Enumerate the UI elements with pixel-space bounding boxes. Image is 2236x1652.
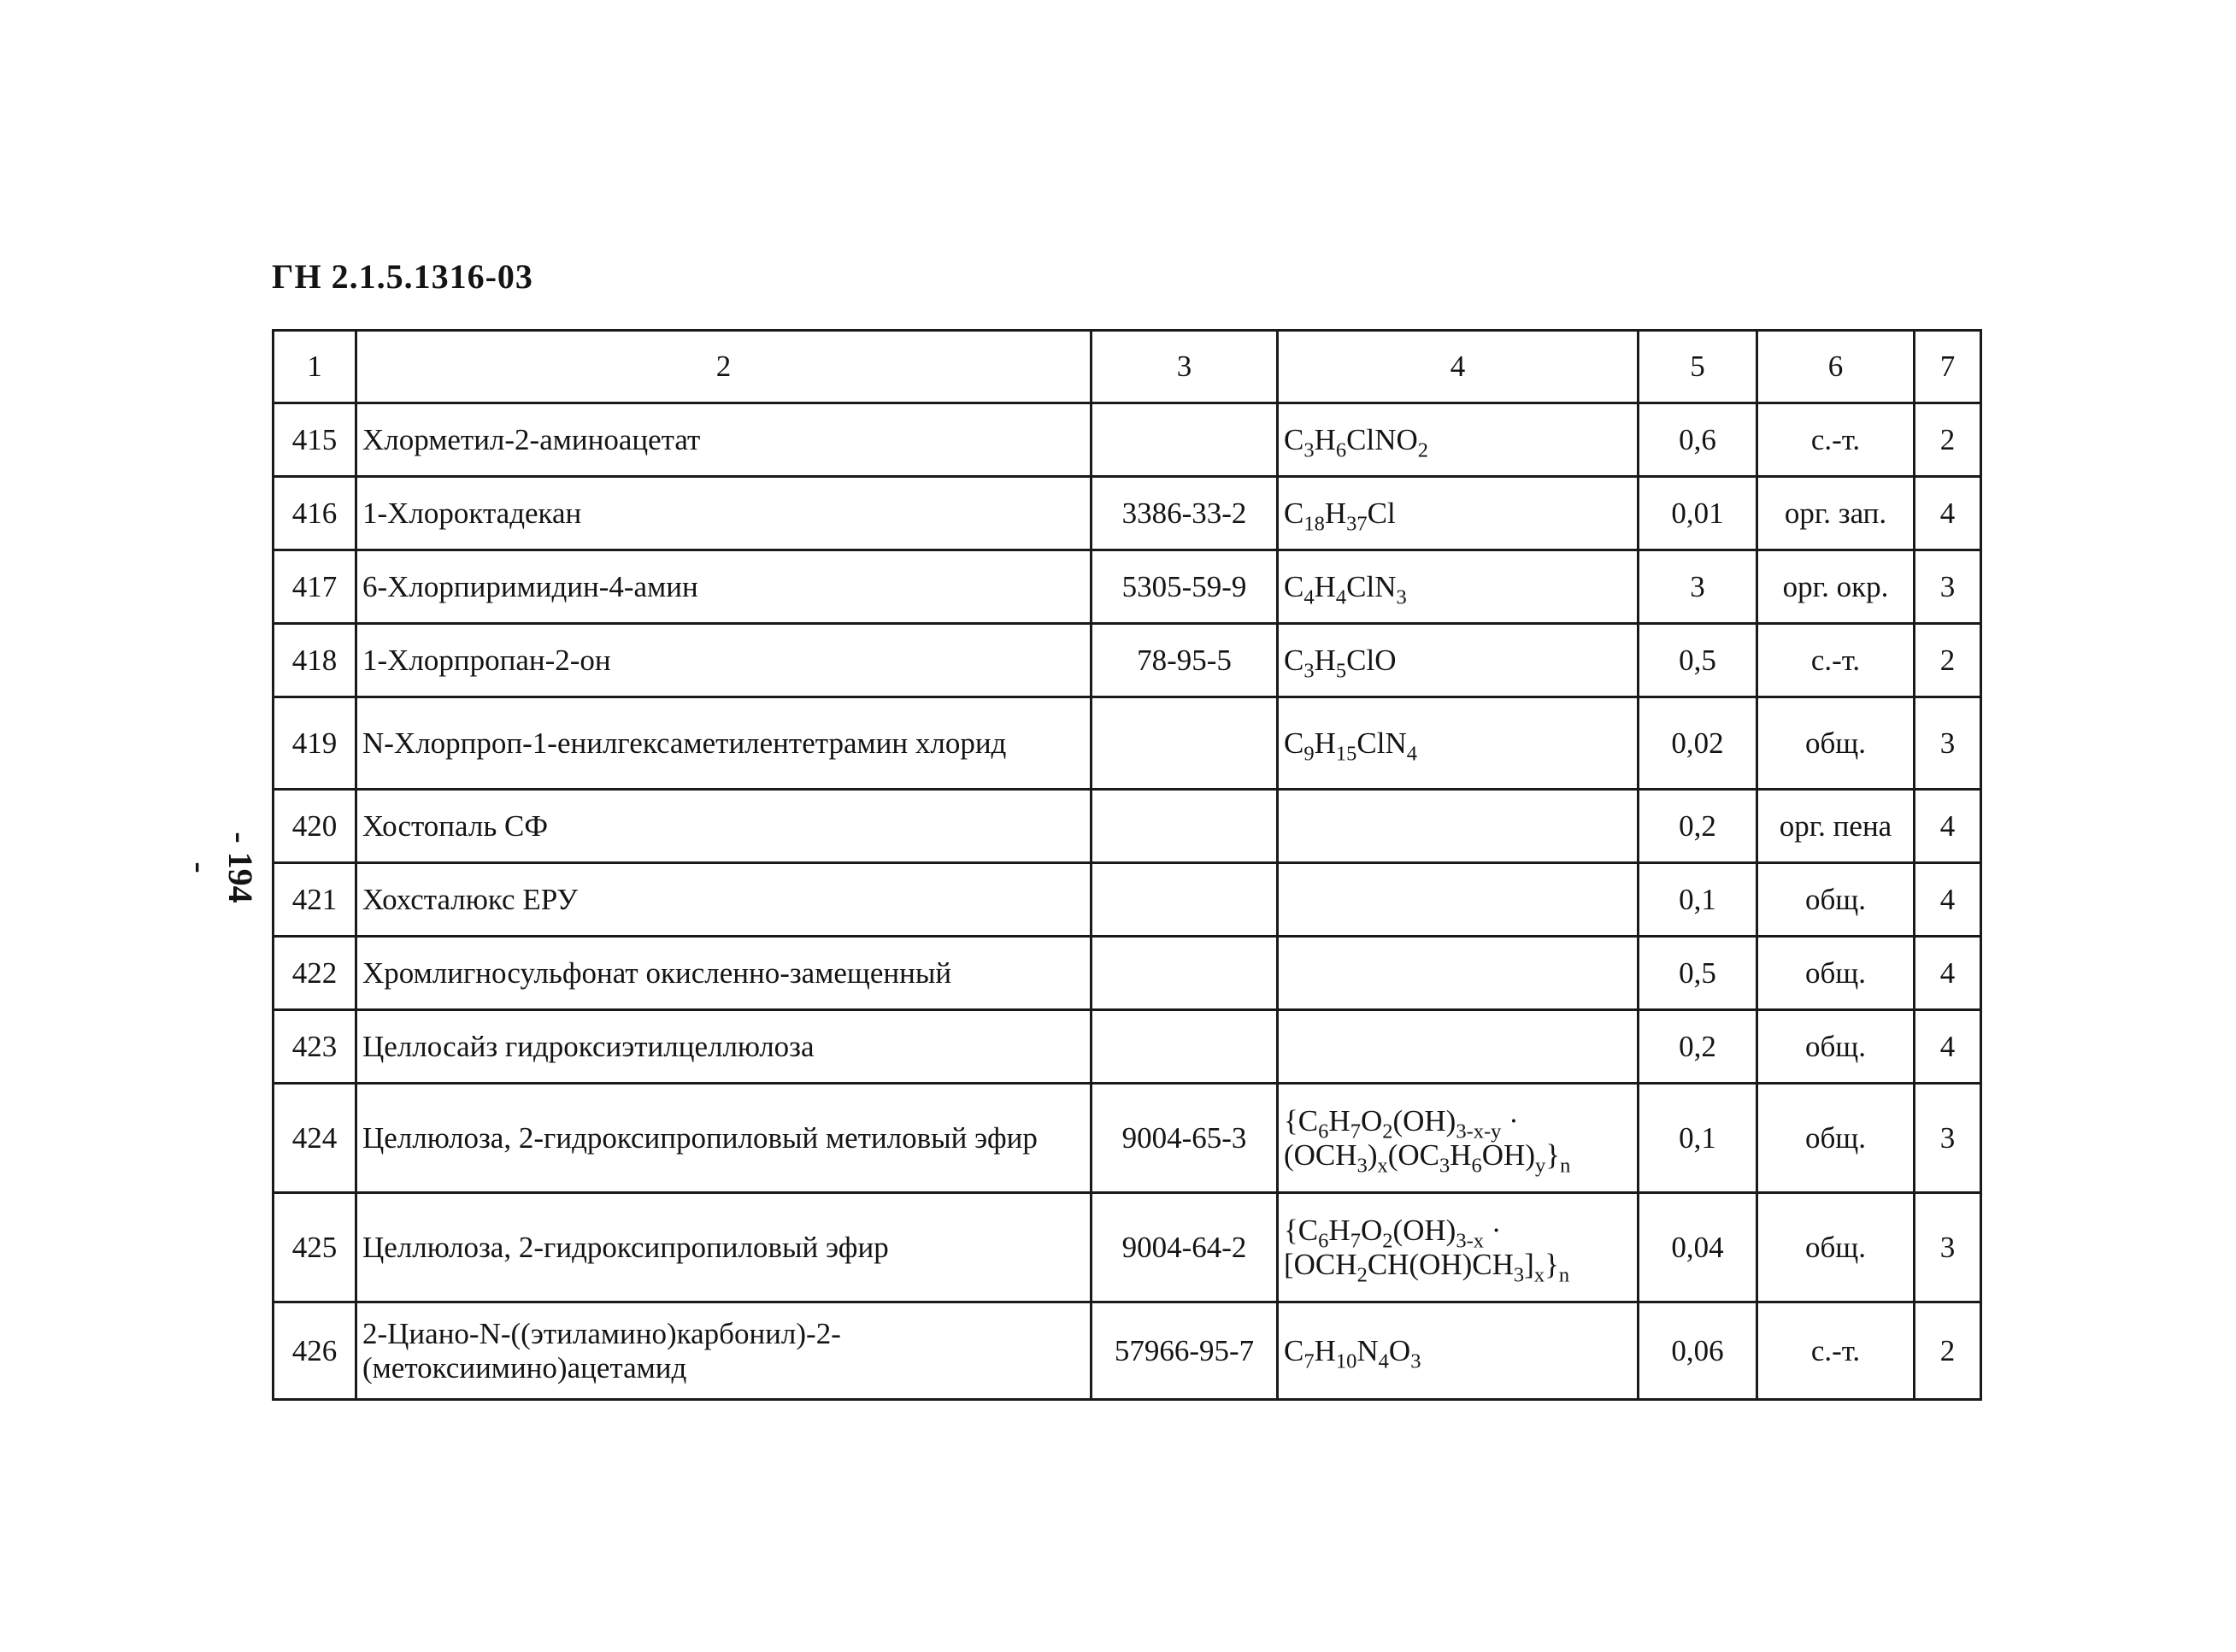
hazard-class: 2 <box>1915 624 1981 697</box>
limiting-sign: с.-т. <box>1757 1302 1915 1400</box>
chemical-formula: {$C_6H_7O_2(OH)_{3-x-y}$ · $(OCH_3)_x(OC_3H_6OH)_y\}_n$ <box>1278 1084 1639 1193</box>
column-header: 2 <box>356 331 1092 403</box>
hazard-class: 4 <box>1915 1010 1981 1084</box>
substance-name: Целлюлоза, 2-гидроксипропиловый метиловый эфир <box>356 1084 1092 1193</box>
chemical-formula: {$C_6H_7O_2(OH)_{3-x}$ · $[OCH_2CH(OH)CH_3]_x\}_n$ <box>1278 1193 1639 1302</box>
limiting-sign: общ. <box>1757 1084 1915 1193</box>
norm-value: 0,06 <box>1639 1302 1757 1400</box>
row-number: 419 <box>274 697 356 790</box>
chemical-formula: $C_{18}H_{37}Cl$ <box>1278 477 1639 550</box>
table-row <box>274 1302 1981 1400</box>
hazard-class: 3 <box>1915 1084 1981 1193</box>
table-row <box>274 790 1981 863</box>
norm-value: 0,02 <box>1639 697 1757 790</box>
substance-name: Хромлигносульфонат окисленно-замещенный <box>356 937 1092 1010</box>
table-row <box>274 863 1981 937</box>
cas-number <box>1092 863 1278 937</box>
document-header: ГН 2.1.5.1316-03 <box>272 257 533 296</box>
norm-value: 0,01 <box>1639 477 1757 550</box>
table-header-row <box>274 331 1981 403</box>
substance-name: Хохсталюкс ЕРУ <box>356 863 1092 937</box>
substance-name: Хостопаль СФ <box>356 790 1092 863</box>
table-row <box>274 403 1981 477</box>
cas-number: 9004-64-2 <box>1092 1193 1278 1302</box>
norm-value: 0,2 <box>1639 1010 1757 1084</box>
limiting-sign: орг. окр. <box>1757 550 1915 624</box>
table-row <box>274 1193 1981 1302</box>
limiting-sign: общ. <box>1757 697 1915 790</box>
limiting-sign: общ. <box>1757 1193 1915 1302</box>
limiting-sign: общ. <box>1757 937 1915 1010</box>
hazard-class: 4 <box>1915 937 1981 1010</box>
chemical-formula <box>1278 937 1639 1010</box>
substance-name: Целлосайз гидроксиэтилцеллюлоза <box>356 1010 1092 1084</box>
row-number: 425 <box>274 1193 356 1302</box>
hazard-class: 3 <box>1915 697 1981 790</box>
substance-name: 2-Циано-N-((этиламино)карбонил)-2-(метоксиимино)ацетамид <box>356 1302 1092 1400</box>
norm-value: 0,1 <box>1639 1084 1757 1193</box>
norm-value: 0,5 <box>1639 624 1757 697</box>
row-number: 415 <box>274 403 356 477</box>
norm-value: 0,2 <box>1639 790 1757 863</box>
chemical-formula <box>1278 863 1639 937</box>
row-number: 416 <box>274 477 356 550</box>
hazard-class: 3 <box>1915 550 1981 624</box>
norm-value: 3 <box>1639 550 1757 624</box>
cas-number <box>1092 1010 1278 1084</box>
chemical-formula: $C_9H_{15}ClN_4$ <box>1278 697 1639 790</box>
row-number: 426 <box>274 1302 356 1400</box>
cas-number: 9004-65-3 <box>1092 1084 1278 1193</box>
cas-number: 5305-59-9 <box>1092 550 1278 624</box>
table-row <box>274 1084 1981 1193</box>
table-row <box>274 550 1981 624</box>
column-header: 6 <box>1757 331 1915 403</box>
hazard-class: 2 <box>1915 403 1981 477</box>
substance-name: 1-Хлороктадекан <box>356 477 1092 550</box>
column-header: 4 <box>1278 331 1639 403</box>
limiting-sign: орг. зап. <box>1757 477 1915 550</box>
norm-value: 0,6 <box>1639 403 1757 477</box>
limiting-sign: общ. <box>1757 863 1915 937</box>
substance-name: Хлорметил-2-аминоацетат <box>356 403 1092 477</box>
chemical-formula <box>1278 1010 1639 1084</box>
limiting-sign: с.-т. <box>1757 403 1915 477</box>
column-header: 5 <box>1639 331 1757 403</box>
norm-value: 0,1 <box>1639 863 1757 937</box>
table-row <box>274 697 1981 790</box>
cas-number <box>1092 790 1278 863</box>
row-number: 424 <box>274 1084 356 1193</box>
hazard-class: 3 <box>1915 1193 1981 1302</box>
limiting-sign: общ. <box>1757 1010 1915 1084</box>
substance-name: Целлюлоза, 2-гидроксипропиловый эфир <box>356 1193 1092 1302</box>
column-header: 7 <box>1915 331 1981 403</box>
cas-number <box>1092 937 1278 1010</box>
substance-name: N-Хлорпроп-1-енилгексаметилентетрамин хлорид <box>356 697 1092 790</box>
cas-number <box>1092 403 1278 477</box>
cas-number: 78-95-5 <box>1092 624 1278 697</box>
column-header: 3 <box>1092 331 1278 403</box>
row-number: 420 <box>274 790 356 863</box>
hazard-class: 2 <box>1915 1302 1981 1400</box>
chemical-formula: $C_3H_5ClO$ <box>1278 624 1639 697</box>
column-header: 1 <box>274 331 356 403</box>
substance-name: 1-Хлорпропан-2-он <box>356 624 1092 697</box>
cas-number: 3386-33-2 <box>1092 477 1278 550</box>
limiting-sign: орг. пена <box>1757 790 1915 863</box>
cas-number <box>1092 697 1278 790</box>
limiting-sign: с.-т. <box>1757 624 1915 697</box>
row-number: 417 <box>274 550 356 624</box>
substances-table <box>272 329 1982 1401</box>
substance-name: 6-Хлорпиримидин-4-амин <box>356 550 1092 624</box>
row-number: 421 <box>274 863 356 937</box>
hazard-class: 4 <box>1915 477 1981 550</box>
cas-number: 57966-95-7 <box>1092 1302 1278 1400</box>
row-number: 418 <box>274 624 356 697</box>
chemical-formula: $C_4H_4ClN_3$ <box>1278 550 1639 624</box>
table-row <box>274 937 1981 1010</box>
table-row <box>274 624 1981 697</box>
chemical-formula: $C_7H_{10}N_4O_3$ <box>1278 1302 1639 1400</box>
chemical-formula <box>1278 790 1639 863</box>
table-row <box>274 477 1981 550</box>
row-number: 423 <box>274 1010 356 1084</box>
norm-value: 0,04 <box>1639 1193 1757 1302</box>
chemical-formula: $C_3H_6ClNO_2$ <box>1278 403 1639 477</box>
table-row <box>274 1010 1981 1084</box>
row-number: 422 <box>274 937 356 1010</box>
page-number: - 194 - <box>181 832 260 903</box>
hazard-class: 4 <box>1915 790 1981 863</box>
hazard-class: 4 <box>1915 863 1981 937</box>
norm-value: 0,5 <box>1639 937 1757 1010</box>
